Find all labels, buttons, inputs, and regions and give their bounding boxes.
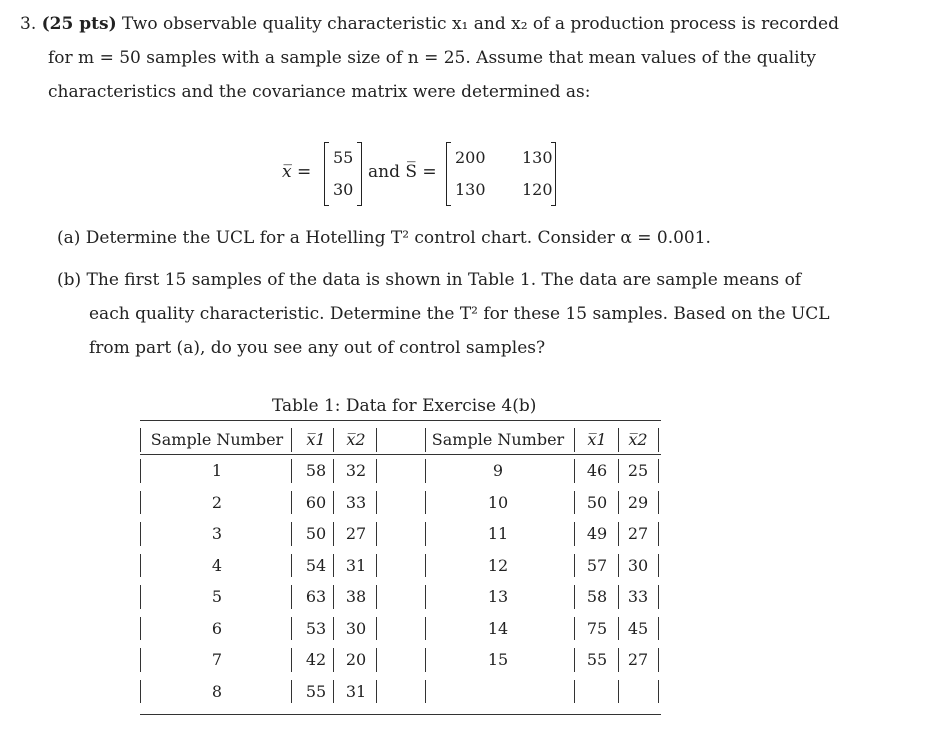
covariance-cell: 200	[455, 148, 486, 167]
covariance-right-bracket	[551, 142, 556, 206]
table-cell: 13	[487, 587, 509, 606]
mean-vector-right-bracket	[357, 142, 362, 206]
table-cell: 46	[586, 461, 608, 480]
table-cell-divider	[658, 428, 659, 452]
table-cell-divider	[140, 680, 141, 704]
table-cell: 15	[487, 650, 509, 669]
table-cell: 9	[492, 461, 504, 480]
table-cell: 55	[305, 681, 327, 701]
mean-vector-left-bracket	[324, 142, 329, 206]
table-header-cell: Sample Number	[431, 430, 565, 449]
table-cell: 12	[487, 555, 509, 575]
mean-vector-cell: 30	[333, 180, 354, 199]
table-cell-divider	[574, 617, 575, 641]
table-cell-divider	[618, 680, 619, 704]
table-cell: 50	[586, 492, 608, 512]
table-cell: 30	[627, 555, 649, 575]
table-cell-divider	[425, 680, 426, 704]
problem-line-1	[20, 14, 839, 34]
table-cell: 75	[586, 618, 608, 638]
table-cell-divider	[658, 648, 659, 672]
problem-line-2: for m = 50 samples with a sample size of n = 25. Assume that mean values of the quality	[48, 48, 817, 68]
table-cell-divider	[140, 459, 141, 483]
table-cell: 27	[627, 650, 649, 669]
table-header-cell: x̅1	[306, 430, 326, 449]
table-cell: 3	[211, 524, 223, 543]
table-cell-divider	[376, 648, 377, 672]
covariance-matrix	[446, 142, 556, 204]
table-cell-divider	[140, 428, 141, 452]
covariance-cell: 120	[522, 180, 553, 199]
table-cell: 14	[487, 618, 509, 638]
table-cell-divider	[140, 491, 141, 515]
mean-vector	[324, 142, 362, 204]
table-cell-divider	[376, 617, 377, 641]
table-cell: 2	[211, 492, 223, 512]
table-cell-divider	[658, 617, 659, 641]
table-cell-divider	[376, 585, 377, 609]
table-header-cell: x̅2	[628, 430, 648, 449]
table-cell: 10	[487, 492, 509, 512]
table-cell-divider	[574, 585, 575, 609]
table-cell: 58	[305, 461, 327, 480]
table-cell: 1	[211, 461, 223, 480]
table-cell-divider	[376, 680, 377, 704]
table-cell: 27	[627, 524, 649, 543]
table-cell: 57	[586, 555, 608, 575]
table-cell: 33	[627, 587, 649, 606]
part-a: (a) Determine the UCL for a Hotelling T² control chart. Consider α = 0.001.	[57, 228, 711, 248]
table-cell-divider	[140, 648, 141, 672]
table-cell: 63	[305, 587, 327, 606]
covariance-left-bracket	[446, 142, 451, 206]
table-cell-divider	[658, 522, 659, 546]
table-cell-divider	[140, 554, 141, 578]
table-cell-divider	[376, 428, 377, 452]
table-cell-divider	[574, 648, 575, 672]
table-cell-divider	[574, 522, 575, 546]
table-cell-divider	[574, 680, 575, 704]
table-cell-divider	[574, 459, 575, 483]
problem-line-3: characteristics and the covariance matrix were determined as:	[48, 82, 591, 102]
table-cell-divider	[574, 491, 575, 515]
and-s-label: and S̅ =	[368, 162, 437, 182]
table-caption: Table 1: Data for Exercise 4(b)	[272, 396, 537, 416]
table-cell: 20	[345, 650, 367, 669]
table-header-rule	[140, 454, 661, 455]
table-cell: 5	[211, 587, 223, 606]
table-top-rule	[140, 420, 661, 421]
table-cell: 31	[345, 555, 367, 575]
part-b-line-1: (b) The first 15 samples of the data is shown in Table 1. The data are sample means of	[57, 270, 802, 290]
table-bottom-rule	[140, 714, 661, 715]
table-cell-divider	[140, 585, 141, 609]
table-cell: 6	[211, 618, 223, 638]
problem-intro-1: Two observable quality characteristic x₁ and x₂ of a production process is recorded	[122, 14, 839, 34]
table-cell: 49	[586, 524, 608, 543]
xbar-label: x̅ =	[282, 162, 312, 182]
problem-points: (25 pts)	[41, 14, 117, 34]
table-cell-divider	[140, 617, 141, 641]
table-cell-divider	[140, 522, 141, 546]
table-cell: 4	[211, 555, 223, 575]
table-cell: 33	[345, 492, 367, 512]
table-header-cell: x̅1	[587, 430, 607, 449]
table-cell: 25	[627, 461, 649, 480]
table-header-cell: x̅2	[346, 430, 366, 449]
table-cell: 7	[211, 650, 223, 669]
part-b-line-3: from part (a), do you see any out of control samples?	[89, 338, 546, 358]
table-cell-divider	[658, 491, 659, 515]
table-cell-divider	[376, 554, 377, 578]
covariance-cell: 130	[522, 148, 553, 167]
table-cell-divider	[658, 680, 659, 704]
table-cell: 32	[345, 461, 367, 480]
table-cell: 31	[345, 681, 367, 701]
table-cell-divider	[574, 428, 575, 452]
table-cell-divider	[376, 491, 377, 515]
table-cell: 53	[305, 618, 327, 638]
table-cell: 30	[345, 618, 367, 638]
table-cell: 38	[345, 587, 367, 606]
table-cell-divider	[658, 459, 659, 483]
table-cell: 55	[586, 650, 608, 669]
table-cell: 29	[627, 492, 649, 512]
table-cell-divider	[658, 585, 659, 609]
table-cell: 60	[305, 492, 327, 512]
table-cell: 45	[627, 618, 649, 638]
table-cell: 27	[345, 524, 367, 543]
table-cell: 50	[305, 524, 327, 543]
mean-vector-cell: 55	[333, 148, 354, 167]
problem-number: 3.	[20, 14, 37, 34]
table-cell: 11	[487, 524, 509, 543]
table-cell-divider	[376, 459, 377, 483]
covariance-cell: 130	[455, 180, 486, 199]
table-cell-divider	[658, 554, 659, 578]
table-header-cell: Sample Number	[150, 430, 284, 449]
table-cell: 42	[305, 650, 327, 669]
table-cell: 54	[305, 555, 327, 575]
part-b-line-2: each quality characteristic. Determine the T² for these 15 samples. Based on the UCL	[89, 304, 830, 324]
table-cell-divider	[574, 554, 575, 578]
table-cell-divider	[376, 522, 377, 546]
table-cell: 58	[586, 587, 608, 606]
table-cell: 8	[211, 681, 223, 701]
